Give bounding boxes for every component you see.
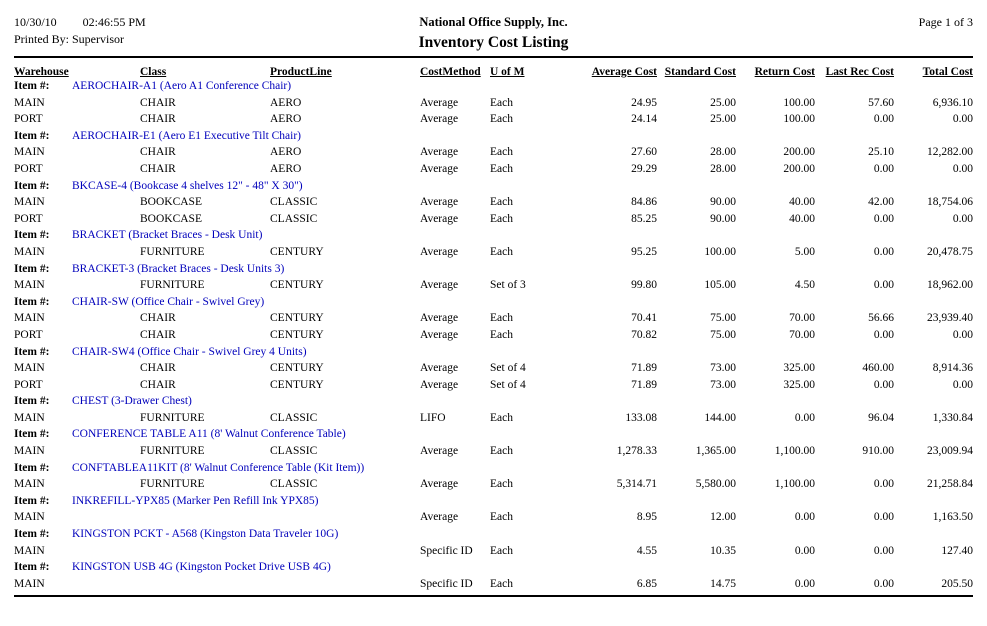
item-number-label: Item #: [14, 345, 50, 358]
cell-last-rec-cost: 57.60 [868, 96, 894, 109]
cell-average-cost: 6.85 [636, 577, 657, 590]
cell-uom: Each [490, 146, 513, 159]
cell-warehouse: PORT [14, 212, 43, 225]
cell-warehouse: MAIN [14, 544, 45, 557]
cell-uom: Each [490, 328, 513, 341]
item-header-cell [14, 526, 973, 543]
cell-uom: Each [490, 411, 513, 424]
cell-cost-method: Average [420, 245, 459, 258]
warehouse-data-row [14, 377, 973, 394]
column-header-row [14, 60, 973, 78]
item-header-cell [14, 78, 973, 95]
cell-average-cost: 70.41 [631, 312, 657, 325]
cell-last-rec-cost: 96.04 [868, 411, 894, 424]
cell-cost-method: Specific ID [420, 577, 473, 590]
cell-last-rec-cost: 0.00 [873, 245, 894, 258]
item-number-label: Item #: [14, 295, 50, 308]
cell-standard-cost: 144.00 [704, 411, 736, 424]
cell-last-rec-cost: 0.00 [873, 511, 894, 524]
cell-uom: Each [490, 544, 513, 557]
cell-last-rec-cost: 0.00 [873, 113, 894, 126]
item-header-row [14, 294, 973, 311]
item-number-label: Item #: [14, 129, 50, 142]
item-description: INKREFILL-YPX85 (Marker Pen Refill Ink YPX85) [72, 494, 319, 507]
cell-total-cost: 0.00 [952, 328, 973, 341]
cell-average-cost: 95.25 [631, 245, 657, 258]
item-header-cell [14, 294, 973, 311]
cell-average-cost: 4.55 [636, 544, 657, 557]
header-center [264, 14, 723, 52]
cell-standard-cost: 25.00 [710, 96, 736, 109]
item-header-row [14, 227, 973, 244]
item-description: BKCASE-4 (Bookcase 4 shelves 12" - 48" X 30") [72, 179, 303, 192]
warehouse-data-row [14, 194, 973, 211]
cell-standard-cost: 25.00 [710, 113, 736, 126]
cell-warehouse: PORT [14, 113, 43, 126]
cell-last-rec-cost: 0.00 [873, 478, 894, 491]
cell-total-cost: 1,163.50 [932, 511, 973, 524]
warehouse-data-row [14, 244, 973, 261]
cell-warehouse: MAIN [14, 362, 45, 375]
warehouse-data-row [14, 95, 973, 112]
item-header-row [14, 344, 973, 361]
item-header-row [14, 128, 973, 145]
cell-warehouse: MAIN [14, 445, 45, 458]
cell-total-cost: 1,330.84 [932, 411, 973, 424]
cell-return-cost: 1,100.00 [774, 445, 815, 458]
item-header-cell [14, 393, 973, 410]
col-header-total-cost: Total Cost [922, 66, 973, 78]
col-header-standard-cost: Standard Cost [664, 66, 736, 78]
item-header-row [14, 178, 973, 195]
item-number-label: Item #: [14, 395, 50, 408]
printed-by: Printed By: Supervisor [14, 32, 124, 46]
cell-standard-cost: 14.75 [710, 577, 736, 590]
item-number-label: Item #: [14, 461, 50, 474]
cell-uom: Each [490, 577, 513, 590]
cell-class [140, 576, 270, 593]
cell-return-cost: 40.00 [789, 212, 815, 225]
col-header-class: Class [140, 66, 167, 78]
cell-product-line: CENTURY [270, 312, 324, 325]
item-header-cell [14, 344, 973, 361]
item-description: AEROCHAIR-E1 (Aero E1 Executive Tilt Chair) [72, 129, 302, 142]
cell-class: CHAIR [140, 312, 176, 325]
cell-cost-method: Average [420, 146, 459, 159]
cell-product-line: AERO [270, 113, 302, 126]
item-header-row [14, 559, 973, 576]
item-description: KINGSTON PCKT - A568 (Kingston Data Traveler 10G) [72, 528, 339, 541]
cell-warehouse: MAIN [14, 245, 45, 258]
cell-average-cost: 84.86 [631, 196, 657, 209]
cell-total-cost: 23,939.40 [927, 312, 973, 325]
item-number-label: Item #: [14, 229, 50, 242]
cell-total-cost: 127.40 [941, 544, 973, 557]
cell-last-rec-cost: 0.00 [873, 577, 894, 590]
warehouse-data-row [14, 277, 973, 294]
item-header-cell [14, 426, 973, 443]
cell-average-cost: 71.89 [631, 362, 657, 375]
cell-standard-cost: 90.00 [710, 196, 736, 209]
cell-average-cost: 8.95 [636, 511, 657, 524]
cell-average-cost: 27.60 [631, 146, 657, 159]
cell-total-cost: 23,009.94 [927, 445, 973, 458]
cell-uom: Each [490, 196, 513, 209]
cell-cost-method: Average [420, 445, 459, 458]
cell-standard-cost: 75.00 [710, 328, 736, 341]
cell-class: FURNITURE [140, 445, 205, 458]
cell-standard-cost: 28.00 [710, 162, 736, 175]
cell-average-cost: 99.80 [631, 279, 657, 292]
cell-average-cost: 71.89 [631, 378, 657, 391]
header-left [14, 14, 264, 52]
item-description: KINGSTON USB 4G (Kingston Pocket Drive USB 4G) [72, 561, 331, 574]
cell-standard-cost: 10.35 [710, 544, 736, 557]
cell-product-line: CLASSIC [270, 196, 318, 209]
warehouse-data-row [14, 576, 973, 593]
item-header-row [14, 460, 973, 477]
cell-standard-cost: 100.00 [704, 245, 736, 258]
item-description: CONFTABLEA11KIT (8' Walnut Conference Table (Kit Item)) [72, 461, 365, 474]
cell-class: FURNITURE [140, 245, 205, 258]
cell-product-line: CENTURY [270, 245, 324, 258]
cell-total-cost: 18,962.00 [927, 279, 973, 292]
item-header-cell [14, 178, 973, 195]
cell-return-cost: 0.00 [794, 411, 815, 424]
report-time: 02:46:55 PM [82, 15, 146, 29]
cell-uom: Set of 4 [490, 378, 526, 391]
cell-average-cost: 133.08 [625, 411, 657, 424]
cell-return-cost: 0.00 [794, 577, 815, 590]
cell-last-rec-cost: 42.00 [868, 196, 894, 209]
cell-cost-method: Average [420, 511, 459, 524]
cell-total-cost: 20,478.75 [927, 245, 973, 258]
item-description: CHAIR-SW4 (Office Chair - Swivel Grey 4 Units) [72, 345, 307, 358]
item-header-row [14, 493, 973, 510]
item-header-cell [14, 460, 973, 477]
cell-total-cost: 12,282.00 [927, 146, 973, 159]
cell-class [140, 543, 270, 560]
cell-return-cost: 325.00 [783, 378, 815, 391]
cell-total-cost: 0.00 [952, 378, 973, 391]
cell-standard-cost: 12.00 [710, 511, 736, 524]
cell-product-line: CENTURY [270, 279, 324, 292]
cell-return-cost: 325.00 [783, 362, 815, 375]
cell-product-line: CLASSIC [270, 445, 318, 458]
cell-last-rec-cost: 25.10 [868, 146, 894, 159]
cell-warehouse: MAIN [14, 511, 45, 524]
cell-product-line: CENTURY [270, 362, 324, 375]
item-number-label: Item #: [14, 179, 50, 192]
cell-uom: Set of 4 [490, 362, 526, 375]
cell-total-cost: 0.00 [952, 113, 973, 126]
cell-class: CHAIR [140, 96, 176, 109]
cell-class: BOOKCASE [140, 196, 202, 209]
page-indicator: Page 1 of 3 [918, 15, 973, 29]
cell-class: FURNITURE [140, 478, 205, 491]
cell-warehouse: MAIN [14, 279, 45, 292]
cell-total-cost: 18,754.06 [927, 196, 973, 209]
cell-product-line: CLASSIC [270, 212, 318, 225]
cell-product-line: CENTURY [270, 378, 324, 391]
cell-cost-method: Average [420, 362, 459, 375]
warehouse-data-row [14, 410, 973, 427]
cell-product-line: CLASSIC [270, 478, 318, 491]
warehouse-data-row [14, 327, 973, 344]
item-header-cell [14, 227, 973, 244]
item-header-cell [14, 261, 973, 278]
cell-cost-method: Average [420, 312, 459, 325]
col-header-average-cost: Average Cost [591, 66, 657, 78]
cell-cost-method: Average [420, 328, 459, 341]
item-number-label: Item #: [14, 262, 50, 275]
item-number-label: Item #: [14, 528, 50, 541]
cell-total-cost: 21,258.84 [927, 478, 973, 491]
warehouse-data-row [14, 543, 973, 560]
header-divider [14, 56, 973, 58]
cell-uom: Each [490, 162, 513, 175]
item-header-row [14, 261, 973, 278]
footer-divider [14, 595, 973, 597]
cell-return-cost: 0.00 [794, 544, 815, 557]
cell-average-cost: 5,314.71 [616, 478, 657, 491]
cell-total-cost: 8,914.36 [932, 362, 973, 375]
cell-class: FURNITURE [140, 279, 205, 292]
cell-uom: Each [490, 113, 513, 126]
cell-average-cost: 24.95 [631, 96, 657, 109]
cell-product-line [270, 543, 420, 560]
cell-average-cost: 85.25 [631, 212, 657, 225]
col-header-warehouse: Warehouse [14, 66, 69, 78]
cell-return-cost: 100.00 [783, 113, 815, 126]
col-header-return-cost: Return Cost [754, 66, 815, 78]
cell-cost-method: Average [420, 279, 459, 292]
cell-standard-cost: 75.00 [710, 312, 736, 325]
cell-last-rec-cost: 56.66 [868, 312, 894, 325]
cell-return-cost: 100.00 [783, 96, 815, 109]
cell-class: FURNITURE [140, 411, 205, 424]
cell-product-line: CLASSIC [270, 411, 318, 424]
cell-warehouse: MAIN [14, 196, 45, 209]
item-description: CONFERENCE TABLE A11 (8' Walnut Conference Table) [72, 428, 346, 441]
cell-cost-method: Average [420, 196, 459, 209]
col-header-last-rec-cost: Last Rec Cost [825, 66, 894, 78]
cell-return-cost: 1,100.00 [774, 478, 815, 491]
cell-average-cost: 29.29 [631, 162, 657, 175]
item-header-row [14, 393, 973, 410]
report-date: 10/30/10 [14, 15, 57, 29]
cell-last-rec-cost: 0.00 [873, 279, 894, 292]
cell-uom: Each [490, 478, 513, 491]
cell-return-cost: 200.00 [783, 146, 815, 159]
warehouse-data-row [14, 310, 973, 327]
item-description: BRACKET (Bracket Braces - Desk Unit) [72, 229, 263, 242]
warehouse-data-row [14, 111, 973, 128]
report-header [0, 0, 987, 52]
item-description: AEROCHAIR-A1 (Aero A1 Conference Chair) [72, 80, 292, 92]
item-number-label: Item #: [14, 428, 50, 441]
cell-cost-method: Average [420, 378, 459, 391]
cell-cost-method: Specific ID [420, 544, 473, 557]
item-header-row [14, 426, 973, 443]
cell-cost-method: Average [420, 96, 459, 109]
cell-product-line [270, 576, 420, 593]
cell-product-line [270, 509, 420, 526]
cell-class: BOOKCASE [140, 212, 202, 225]
report-title: Inventory Cost Listing [418, 34, 569, 51]
cell-uom: Each [490, 445, 513, 458]
cell-uom: Each [490, 212, 513, 225]
cell-total-cost: 0.00 [952, 162, 973, 175]
cell-product-line: AERO [270, 146, 302, 159]
cell-standard-cost: 73.00 [710, 378, 736, 391]
cell-warehouse: MAIN [14, 577, 45, 590]
cell-last-rec-cost: 910.00 [862, 445, 894, 458]
cell-last-rec-cost: 0.00 [873, 544, 894, 557]
warehouse-data-row [14, 360, 973, 377]
cell-standard-cost: 28.00 [710, 146, 736, 159]
warehouse-data-row [14, 476, 973, 493]
cell-cost-method: Average [420, 478, 459, 491]
cell-warehouse: PORT [14, 162, 43, 175]
cell-class: CHAIR [140, 113, 176, 126]
cell-uom: Each [490, 245, 513, 258]
cell-uom: Each [490, 96, 513, 109]
cell-total-cost: 6,936.10 [932, 96, 973, 109]
warehouse-data-row [14, 443, 973, 460]
cell-warehouse: MAIN [14, 478, 45, 491]
item-header-cell [14, 493, 973, 510]
cell-average-cost: 70.82 [631, 328, 657, 341]
cell-return-cost: 200.00 [783, 162, 815, 175]
cell-return-cost: 0.00 [794, 511, 815, 524]
cell-return-cost: 70.00 [789, 312, 815, 325]
cell-cost-method: Average [420, 212, 459, 225]
item-header-row [14, 78, 973, 95]
cell-standard-cost: 1,365.00 [695, 445, 736, 458]
cell-class [140, 509, 270, 526]
cell-total-cost: 0.00 [952, 212, 973, 225]
cell-product-line: CENTURY [270, 328, 324, 341]
cell-last-rec-cost: 0.00 [873, 328, 894, 341]
col-header-uom: U of M [490, 66, 525, 78]
col-header-cost-method: CostMethod [420, 66, 481, 78]
item-header-cell [14, 559, 973, 576]
cell-class: CHAIR [140, 362, 176, 375]
datetime-line [14, 14, 264, 31]
cell-last-rec-cost: 0.00 [873, 162, 894, 175]
item-description: BRACKET-3 (Bracket Braces - Desk Units 3) [72, 262, 285, 275]
item-number-label: Item #: [14, 561, 50, 574]
cell-standard-cost: 90.00 [710, 212, 736, 225]
inventory-table [14, 60, 973, 592]
cell-last-rec-cost: 0.00 [873, 378, 894, 391]
cell-uom: Each [490, 511, 513, 524]
item-number-label: Item #: [14, 80, 50, 92]
cell-standard-cost: 5,580.00 [695, 478, 736, 491]
company-name: National Office Supply, Inc. [419, 15, 568, 29]
cell-product-line: AERO [270, 96, 302, 109]
warehouse-data-row [14, 161, 973, 178]
cell-class: CHAIR [140, 146, 176, 159]
cell-product-line: AERO [270, 162, 302, 175]
cell-warehouse: MAIN [14, 312, 45, 325]
cell-cost-method: LIFO [420, 411, 446, 424]
warehouse-data-row [14, 211, 973, 228]
item-description: CHAIR-SW (Office Chair - Swivel Grey) [72, 295, 265, 308]
cell-class: CHAIR [140, 328, 176, 341]
item-header-row [14, 526, 973, 543]
cell-last-rec-cost: 0.00 [873, 212, 894, 225]
cell-last-rec-cost: 460.00 [862, 362, 894, 375]
cell-return-cost: 5.00 [794, 245, 815, 258]
cell-average-cost: 24.14 [631, 113, 657, 126]
warehouse-data-row [14, 509, 973, 526]
col-header-product-line: ProductLine [270, 66, 332, 78]
cell-total-cost: 205.50 [941, 577, 973, 590]
item-number-label: Item #: [14, 494, 50, 507]
cell-average-cost: 1,278.33 [616, 445, 657, 458]
cell-uom: Set of 3 [490, 279, 526, 292]
cell-standard-cost: 73.00 [710, 362, 736, 375]
cell-warehouse: MAIN [14, 411, 45, 424]
cell-warehouse: PORT [14, 328, 43, 341]
warehouse-data-row [14, 144, 973, 161]
cell-class: CHAIR [140, 162, 176, 175]
cell-standard-cost: 105.00 [704, 279, 736, 292]
cell-return-cost: 4.50 [794, 279, 815, 292]
cell-warehouse: MAIN [14, 96, 45, 109]
cell-cost-method: Average [420, 162, 459, 175]
cell-return-cost: 70.00 [789, 328, 815, 341]
cell-return-cost: 40.00 [789, 196, 815, 209]
cell-cost-method: Average [420, 113, 459, 126]
cell-uom: Each [490, 312, 513, 325]
cell-warehouse: MAIN [14, 146, 45, 159]
item-description: CHEST (3-Drawer Chest) [72, 395, 192, 408]
cell-warehouse: PORT [14, 378, 43, 391]
item-header-cell [14, 128, 973, 145]
cell-class: CHAIR [140, 378, 176, 391]
